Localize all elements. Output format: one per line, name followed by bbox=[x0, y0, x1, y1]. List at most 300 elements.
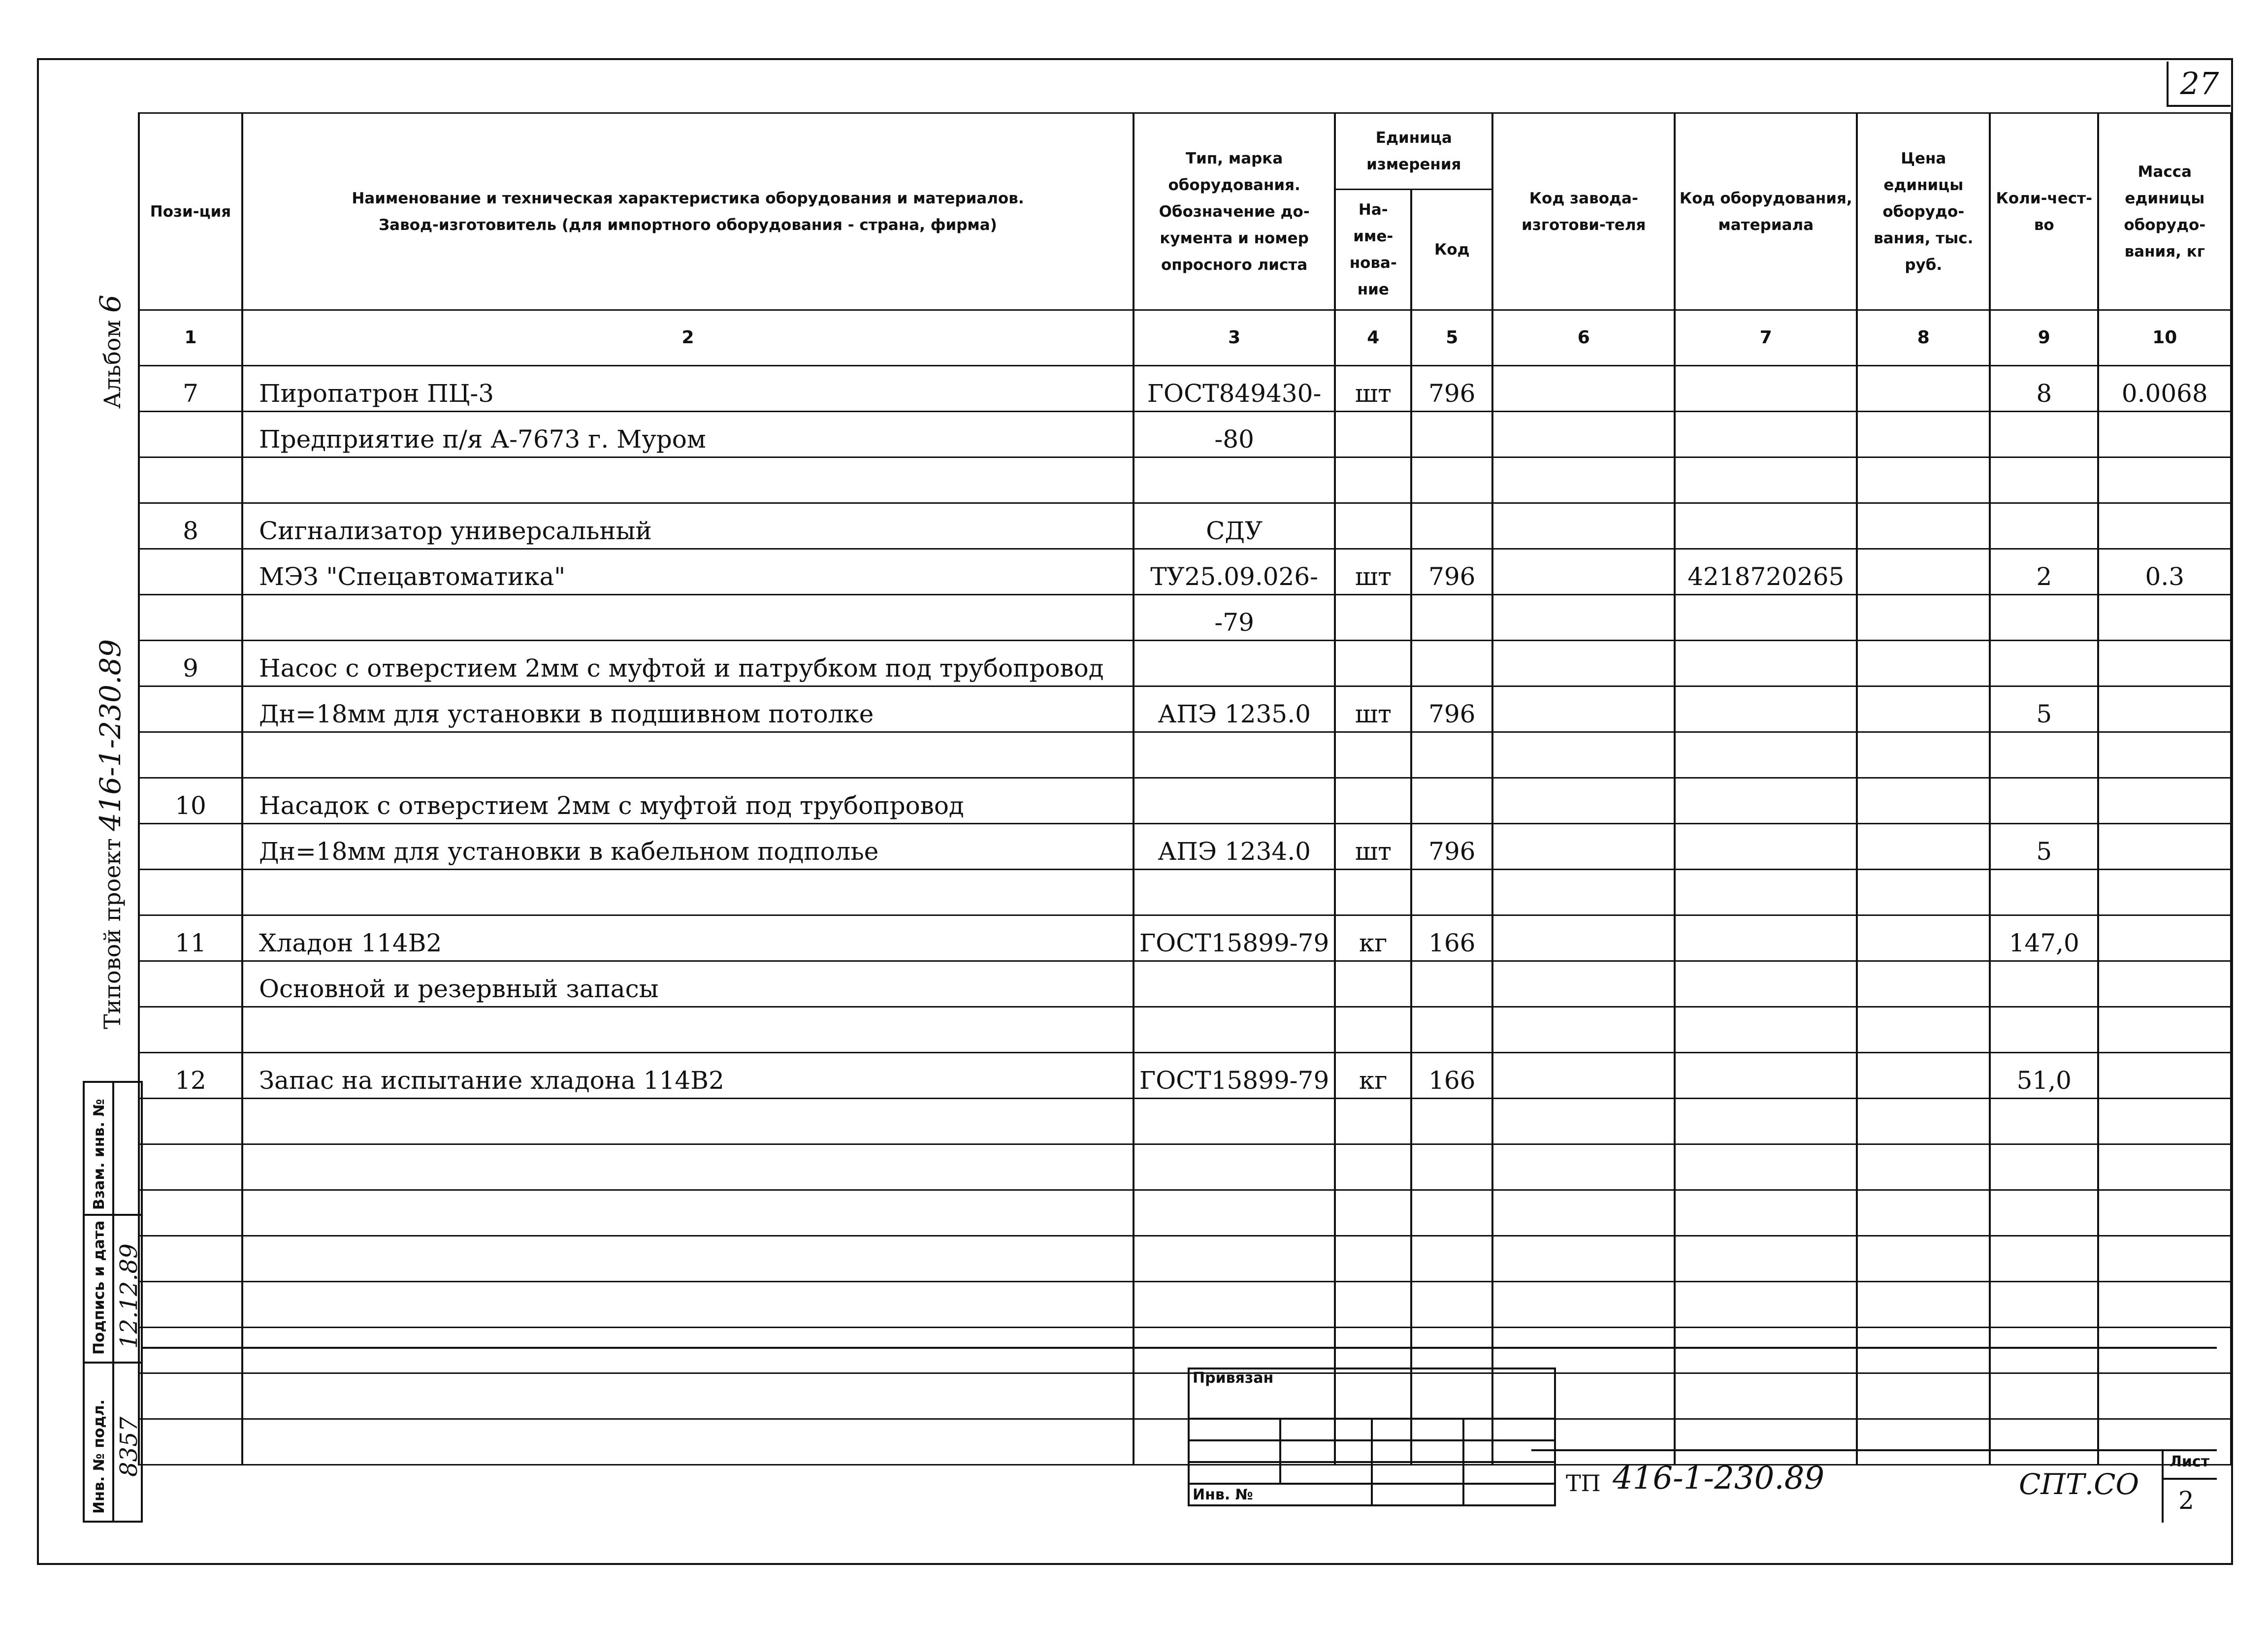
col-number-6: 6 bbox=[1492, 310, 1675, 366]
row-mass: 0.3 bbox=[2098, 549, 2231, 595]
row-mass bbox=[2098, 961, 2231, 1007]
row-name: Насос с отверстием 2мм с муфтой и патрубком под трубопровод bbox=[242, 641, 1134, 686]
row-mass bbox=[2098, 1282, 2231, 1328]
row-price bbox=[1857, 412, 1990, 457]
row-position bbox=[139, 595, 242, 641]
row-position bbox=[139, 412, 242, 457]
header-material-code: Код оборудования, материала bbox=[1675, 113, 1857, 310]
row-mass bbox=[2098, 1144, 2231, 1190]
table-row bbox=[139, 503, 2231, 549]
row-name bbox=[242, 870, 1134, 915]
row-position: 12 bbox=[139, 1053, 242, 1099]
row-unit bbox=[1335, 961, 1411, 1007]
row-price bbox=[1857, 503, 1990, 549]
col-number-2: 2 bbox=[242, 310, 1134, 366]
row-position: 11 bbox=[139, 915, 242, 961]
row-name bbox=[242, 1282, 1134, 1328]
row-unit bbox=[1335, 457, 1411, 503]
header-name-line1: Наименование и техническая характеристика оборудования и материалов. bbox=[352, 189, 1024, 207]
col-number-4: 4 bbox=[1335, 310, 1411, 366]
row-code: 796 bbox=[1411, 366, 1492, 412]
row-type bbox=[1134, 961, 1335, 1007]
row-type: АПЭ 1234.0 bbox=[1134, 824, 1335, 870]
row-price bbox=[1857, 824, 1990, 870]
row-quantity bbox=[1990, 1099, 2098, 1144]
binding-cell bbox=[1463, 1419, 1555, 1440]
row-material-code: 4218720265 bbox=[1675, 549, 1857, 595]
row-material-code bbox=[1675, 1144, 1857, 1190]
row-price bbox=[1857, 961, 1990, 1007]
table-row bbox=[139, 366, 2231, 412]
table-row bbox=[139, 870, 2231, 915]
row-name: Основной и резервный запасы bbox=[242, 961, 1134, 1007]
row-quantity bbox=[1990, 1190, 2098, 1236]
row-mass bbox=[2098, 732, 2231, 778]
table-row bbox=[139, 732, 2231, 778]
row-quantity bbox=[1990, 1007, 2098, 1053]
row-material-code bbox=[1675, 503, 1857, 549]
row-unit: шт bbox=[1335, 686, 1411, 732]
table-row bbox=[139, 412, 2231, 457]
row-quantity bbox=[1990, 1144, 2098, 1190]
row-code: 166 bbox=[1411, 915, 1492, 961]
row-type: ГОСТ15899-79 bbox=[1134, 1053, 1335, 1099]
row-quantity bbox=[1990, 870, 2098, 915]
row-position bbox=[139, 1190, 242, 1236]
row-price bbox=[1857, 1099, 1990, 1144]
row-factory-code bbox=[1492, 1099, 1675, 1144]
binding-cell bbox=[1372, 1440, 1463, 1462]
row-code bbox=[1411, 1282, 1492, 1328]
header-position: Пози-ция bbox=[139, 113, 242, 310]
row-type bbox=[1134, 1099, 1335, 1144]
stamp-divider bbox=[112, 1083, 114, 1214]
row-type bbox=[1134, 732, 1335, 778]
row-material-code bbox=[1675, 1190, 1857, 1236]
row-code bbox=[1411, 412, 1492, 457]
row-unit bbox=[1335, 1282, 1411, 1328]
row-quantity: 51,0 bbox=[1990, 1053, 2098, 1099]
page-number: 27 bbox=[2167, 62, 2231, 107]
table-row bbox=[139, 1282, 2231, 1328]
row-position: 9 bbox=[139, 641, 242, 686]
row-factory-code bbox=[1492, 503, 1675, 549]
row-unit: шт bbox=[1335, 549, 1411, 595]
row-mass bbox=[2098, 503, 2231, 549]
row-type bbox=[1134, 1007, 1335, 1053]
binding-cell bbox=[1189, 1419, 1280, 1440]
binding-cell bbox=[1463, 1462, 1555, 1484]
row-type bbox=[1134, 1236, 1335, 1282]
table-row bbox=[139, 549, 2231, 595]
row-type: -79 bbox=[1134, 595, 1335, 641]
row-code bbox=[1411, 595, 1492, 641]
row-material-code bbox=[1675, 732, 1857, 778]
row-price bbox=[1857, 915, 1990, 961]
row-position bbox=[139, 549, 242, 595]
col-number-8: 8 bbox=[1857, 310, 1990, 366]
row-position bbox=[139, 732, 242, 778]
binding-cell bbox=[1189, 1462, 1280, 1484]
row-position bbox=[139, 457, 242, 503]
binding-cell bbox=[1189, 1440, 1280, 1462]
row-price bbox=[1857, 778, 1990, 824]
binding-cell bbox=[1372, 1484, 1463, 1505]
stamp-vzam bbox=[85, 1083, 141, 1216]
row-name: Запас на испытание хладона 114В2 bbox=[242, 1053, 1134, 1099]
row-material-code bbox=[1675, 778, 1857, 824]
row-factory-code bbox=[1492, 1053, 1675, 1099]
row-mass bbox=[2098, 870, 2231, 915]
album-number: 6 bbox=[94, 294, 127, 313]
row-factory-code bbox=[1492, 1236, 1675, 1282]
project-side-title bbox=[94, 639, 127, 1029]
tp-code: 416-1-230.89 bbox=[1613, 1460, 1825, 1497]
row-material-code bbox=[1675, 1099, 1857, 1144]
row-name: Пиропатрон ПЦ-3 bbox=[242, 366, 1134, 412]
row-type bbox=[1134, 1282, 1335, 1328]
binding-table bbox=[1188, 1368, 1556, 1506]
stamp-podpis bbox=[85, 1216, 141, 1364]
row-material-code bbox=[1675, 1282, 1857, 1328]
table-row bbox=[139, 457, 2231, 503]
header-unit-name: На-име-нова-ние bbox=[1335, 190, 1411, 310]
stamp-inv-label: Инв. № подл. bbox=[91, 1399, 108, 1514]
row-name bbox=[242, 457, 1134, 503]
sheet-box bbox=[2162, 1449, 2217, 1523]
row-position bbox=[139, 1282, 242, 1328]
row-code bbox=[1411, 778, 1492, 824]
row-code bbox=[1411, 961, 1492, 1007]
row-mass bbox=[2098, 641, 2231, 686]
row-type: СДУ bbox=[1134, 503, 1335, 549]
row-unit bbox=[1335, 778, 1411, 824]
binding-title: Привязан bbox=[1189, 1368, 1555, 1419]
row-quantity: 2 bbox=[1990, 549, 2098, 595]
row-quantity: 5 bbox=[1990, 824, 2098, 870]
stamp-inv-value: 8357 bbox=[115, 1416, 143, 1477]
row-factory-code bbox=[1492, 595, 1675, 641]
row-price bbox=[1857, 595, 1990, 641]
row-price bbox=[1857, 1007, 1990, 1053]
row-type bbox=[1134, 778, 1335, 824]
row-name bbox=[242, 1236, 1134, 1282]
specification-rows bbox=[139, 366, 2231, 1465]
row-type bbox=[1134, 870, 1335, 915]
table-row bbox=[139, 915, 2231, 961]
row-code bbox=[1411, 1007, 1492, 1053]
sheet-number: 2 bbox=[2178, 1486, 2194, 1515]
row-quantity: 8 bbox=[1990, 366, 2098, 412]
row-unit: шт bbox=[1335, 824, 1411, 870]
row-code: 166 bbox=[1411, 1053, 1492, 1099]
header-type: Тип, марка оборудования. Обозначение до-кумента и номер опросного листа bbox=[1134, 113, 1335, 310]
row-code bbox=[1411, 870, 1492, 915]
row-unit: шт bbox=[1335, 366, 1411, 412]
row-code: 796 bbox=[1411, 824, 1492, 870]
row-factory-code bbox=[1492, 732, 1675, 778]
row-position bbox=[139, 1144, 242, 1190]
row-factory-code bbox=[1492, 1144, 1675, 1190]
row-mass bbox=[2098, 824, 2231, 870]
document-code: СПТ.СО bbox=[2019, 1467, 2139, 1501]
row-quantity: 147,0 bbox=[1990, 915, 2098, 961]
row-quantity bbox=[1990, 1282, 2098, 1328]
row-material-code bbox=[1675, 1053, 1857, 1099]
header-price: Цена единицы оборудо-вания, тыс. руб. bbox=[1857, 113, 1990, 310]
row-price bbox=[1857, 732, 1990, 778]
row-factory-code bbox=[1492, 457, 1675, 503]
row-factory-code bbox=[1492, 686, 1675, 732]
row-quantity: 5 bbox=[1990, 686, 2098, 732]
table-row bbox=[139, 778, 2231, 824]
row-material-code bbox=[1675, 595, 1857, 641]
project-prefix: Типовой проект bbox=[99, 838, 126, 1029]
row-mass bbox=[2098, 1190, 2231, 1236]
tp-label: ТП bbox=[1566, 1470, 1601, 1497]
row-mass bbox=[2098, 1007, 2231, 1053]
stamp-podpis-value: 12.12.89 bbox=[115, 1243, 143, 1349]
binding-inv-label: Инв. № bbox=[1189, 1484, 1372, 1505]
row-factory-code bbox=[1492, 1007, 1675, 1053]
row-name bbox=[242, 1007, 1134, 1053]
row-quantity bbox=[1990, 641, 2098, 686]
row-factory-code bbox=[1492, 778, 1675, 824]
row-price bbox=[1857, 1144, 1990, 1190]
row-name: Насадок с отверстием 2мм с муфтой под трубопровод bbox=[242, 778, 1134, 824]
row-name: Дн=18мм для установки в подшивном потолке bbox=[242, 686, 1134, 732]
row-material-code bbox=[1675, 412, 1857, 457]
row-code bbox=[1411, 1190, 1492, 1236]
row-mass: 0.0068 bbox=[2098, 366, 2231, 412]
binding-cell bbox=[1280, 1419, 1372, 1440]
row-name bbox=[242, 732, 1134, 778]
binding-cell bbox=[1372, 1419, 1463, 1440]
binding-cell bbox=[1463, 1484, 1555, 1505]
row-material-code bbox=[1675, 457, 1857, 503]
row-price bbox=[1857, 1282, 1990, 1328]
header-unit-code: Код bbox=[1411, 190, 1492, 310]
row-unit bbox=[1335, 870, 1411, 915]
header-quantity: Коли-чест-во bbox=[1990, 113, 2098, 310]
row-position: 8 bbox=[139, 503, 242, 549]
row-unit bbox=[1335, 732, 1411, 778]
row-quantity bbox=[1990, 503, 2098, 549]
row-type: АПЭ 1235.0 bbox=[1134, 686, 1335, 732]
album-label bbox=[94, 294, 127, 409]
row-material-code bbox=[1675, 641, 1857, 686]
binding-cell bbox=[1372, 1462, 1463, 1484]
row-quantity bbox=[1990, 457, 2098, 503]
row-price bbox=[1857, 1190, 1990, 1236]
row-price bbox=[1857, 870, 1990, 915]
table-row bbox=[139, 595, 2231, 641]
row-position bbox=[139, 1236, 242, 1282]
row-factory-code bbox=[1492, 641, 1675, 686]
row-mass bbox=[2098, 595, 2231, 641]
row-type: ТУ25.09.026- bbox=[1134, 549, 1335, 595]
row-name bbox=[242, 1099, 1134, 1144]
row-unit bbox=[1335, 1099, 1411, 1144]
row-mass bbox=[2098, 412, 2231, 457]
row-factory-code bbox=[1492, 549, 1675, 595]
header-name bbox=[242, 113, 1134, 310]
row-unit: кг bbox=[1335, 915, 1411, 961]
row-position bbox=[139, 870, 242, 915]
table-row bbox=[139, 1190, 2231, 1236]
row-position: 10 bbox=[139, 778, 242, 824]
album-prefix: Альбом bbox=[99, 320, 126, 409]
row-name: МЭЗ "Спецавтоматика" bbox=[242, 549, 1134, 595]
row-type bbox=[1134, 1190, 1335, 1236]
stamp-inv bbox=[85, 1364, 141, 1521]
row-price bbox=[1857, 1236, 1990, 1282]
col-number-3: 3 bbox=[1134, 310, 1335, 366]
row-unit bbox=[1335, 1144, 1411, 1190]
row-unit bbox=[1335, 1190, 1411, 1236]
row-position bbox=[139, 1099, 242, 1144]
header-name-line2: Завод-изготовитель (для импортного оборудования - страна, фирма) bbox=[379, 216, 997, 234]
row-factory-code bbox=[1492, 366, 1675, 412]
row-code: 796 bbox=[1411, 549, 1492, 595]
row-unit bbox=[1335, 1007, 1411, 1053]
table-row bbox=[139, 961, 2231, 1007]
row-factory-code bbox=[1492, 1190, 1675, 1236]
stamp-podpis-label: Подпись и дата bbox=[91, 1220, 108, 1355]
table-row bbox=[139, 1053, 2231, 1099]
row-material-code bbox=[1675, 824, 1857, 870]
row-unit bbox=[1335, 595, 1411, 641]
row-name bbox=[242, 1190, 1134, 1236]
row-mass bbox=[2098, 778, 2231, 824]
project-code-side: 416-1-230.89 bbox=[94, 639, 127, 831]
binding-cell bbox=[1463, 1440, 1555, 1462]
row-type: ГОСТ15899-79 bbox=[1134, 915, 1335, 961]
row-quantity bbox=[1990, 595, 2098, 641]
row-price bbox=[1857, 686, 1990, 732]
col-number-5: 5 bbox=[1411, 310, 1492, 366]
row-quantity bbox=[1990, 732, 2098, 778]
header-unit-group: Единица измерения bbox=[1335, 113, 1492, 190]
row-code bbox=[1411, 732, 1492, 778]
row-price bbox=[1857, 641, 1990, 686]
row-factory-code bbox=[1492, 1282, 1675, 1328]
binding-cell bbox=[1280, 1440, 1372, 1462]
row-quantity bbox=[1990, 961, 2098, 1007]
row-mass bbox=[2098, 1099, 2231, 1144]
row-material-code bbox=[1675, 1236, 1857, 1282]
row-quantity bbox=[1990, 778, 2098, 824]
row-code bbox=[1411, 457, 1492, 503]
row-factory-code bbox=[1492, 412, 1675, 457]
row-position bbox=[139, 961, 242, 1007]
row-type bbox=[1134, 1144, 1335, 1190]
row-price bbox=[1857, 457, 1990, 503]
row-position: 7 bbox=[139, 366, 242, 412]
row-factory-code bbox=[1492, 870, 1675, 915]
table-row bbox=[139, 1236, 2231, 1282]
side-stamp bbox=[83, 1081, 143, 1523]
row-material-code bbox=[1675, 915, 1857, 961]
row-mass bbox=[2098, 915, 2231, 961]
row-position bbox=[139, 1007, 242, 1053]
row-code bbox=[1411, 641, 1492, 686]
row-quantity bbox=[1990, 412, 2098, 457]
col-number-7: 7 bbox=[1675, 310, 1857, 366]
binding-cell bbox=[1280, 1462, 1372, 1484]
row-unit: кг bbox=[1335, 1053, 1411, 1099]
stamp-vzam-label: Взам. инв. № bbox=[91, 1099, 108, 1210]
sheet-divider bbox=[2164, 1478, 2217, 1480]
stamp-divider bbox=[112, 1216, 114, 1362]
col-number-1: 1 bbox=[139, 310, 242, 366]
row-quantity bbox=[1990, 1236, 2098, 1282]
row-name: Дн=18мм для установки в кабельном подполье bbox=[242, 824, 1134, 870]
row-unit bbox=[1335, 1236, 1411, 1282]
table-row bbox=[139, 1099, 2231, 1144]
header-factory-code: Код завода-изготови-теля bbox=[1492, 113, 1675, 310]
row-material-code bbox=[1675, 366, 1857, 412]
row-code: 796 bbox=[1411, 686, 1492, 732]
row-name: Хладон 114В2 bbox=[242, 915, 1134, 961]
row-type bbox=[1134, 457, 1335, 503]
row-code bbox=[1411, 1099, 1492, 1144]
row-material-code bbox=[1675, 686, 1857, 732]
row-unit bbox=[1335, 503, 1411, 549]
specification-table bbox=[138, 112, 2232, 1465]
row-name: Предприятие п/я А-7673 г. Муром bbox=[242, 412, 1134, 457]
stamp-divider bbox=[112, 1364, 114, 1521]
row-unit bbox=[1335, 641, 1411, 686]
row-name bbox=[242, 595, 1134, 641]
row-factory-code bbox=[1492, 961, 1675, 1007]
row-mass bbox=[2098, 686, 2231, 732]
table-row bbox=[139, 1007, 2231, 1053]
row-type: ГОСТ849430- bbox=[1134, 366, 1335, 412]
col-number-10: 10 bbox=[2098, 310, 2231, 366]
table-row bbox=[139, 824, 2231, 870]
col-number-9: 9 bbox=[1990, 310, 2098, 366]
row-code bbox=[1411, 503, 1492, 549]
row-position bbox=[139, 824, 242, 870]
row-code bbox=[1411, 1144, 1492, 1190]
row-name bbox=[242, 1144, 1134, 1190]
sheet-label: Лист bbox=[2170, 1453, 2210, 1470]
row-material-code bbox=[1675, 1007, 1857, 1053]
row-price bbox=[1857, 549, 1990, 595]
row-mass bbox=[2098, 1053, 2231, 1099]
table-row bbox=[139, 641, 2231, 686]
title-block-divider bbox=[1531, 1449, 2217, 1451]
row-price bbox=[1857, 366, 1990, 412]
row-code bbox=[1411, 1236, 1492, 1282]
header-mass: Масса единицы оборудо-вания, кг bbox=[2098, 113, 2231, 310]
row-factory-code bbox=[1492, 915, 1675, 961]
table-row bbox=[139, 686, 2231, 732]
row-material-code bbox=[1675, 961, 1857, 1007]
row-mass bbox=[2098, 457, 2231, 503]
table-row bbox=[139, 1144, 2231, 1190]
title-block-frame bbox=[143, 1347, 2217, 1523]
row-position bbox=[139, 686, 242, 732]
row-factory-code bbox=[1492, 824, 1675, 870]
row-price bbox=[1857, 1053, 1990, 1099]
row-name: Сигнализатор универсальный bbox=[242, 503, 1134, 549]
row-mass bbox=[2098, 1236, 2231, 1282]
row-type bbox=[1134, 641, 1335, 686]
row-type: -80 bbox=[1134, 412, 1335, 457]
row-unit bbox=[1335, 412, 1411, 457]
